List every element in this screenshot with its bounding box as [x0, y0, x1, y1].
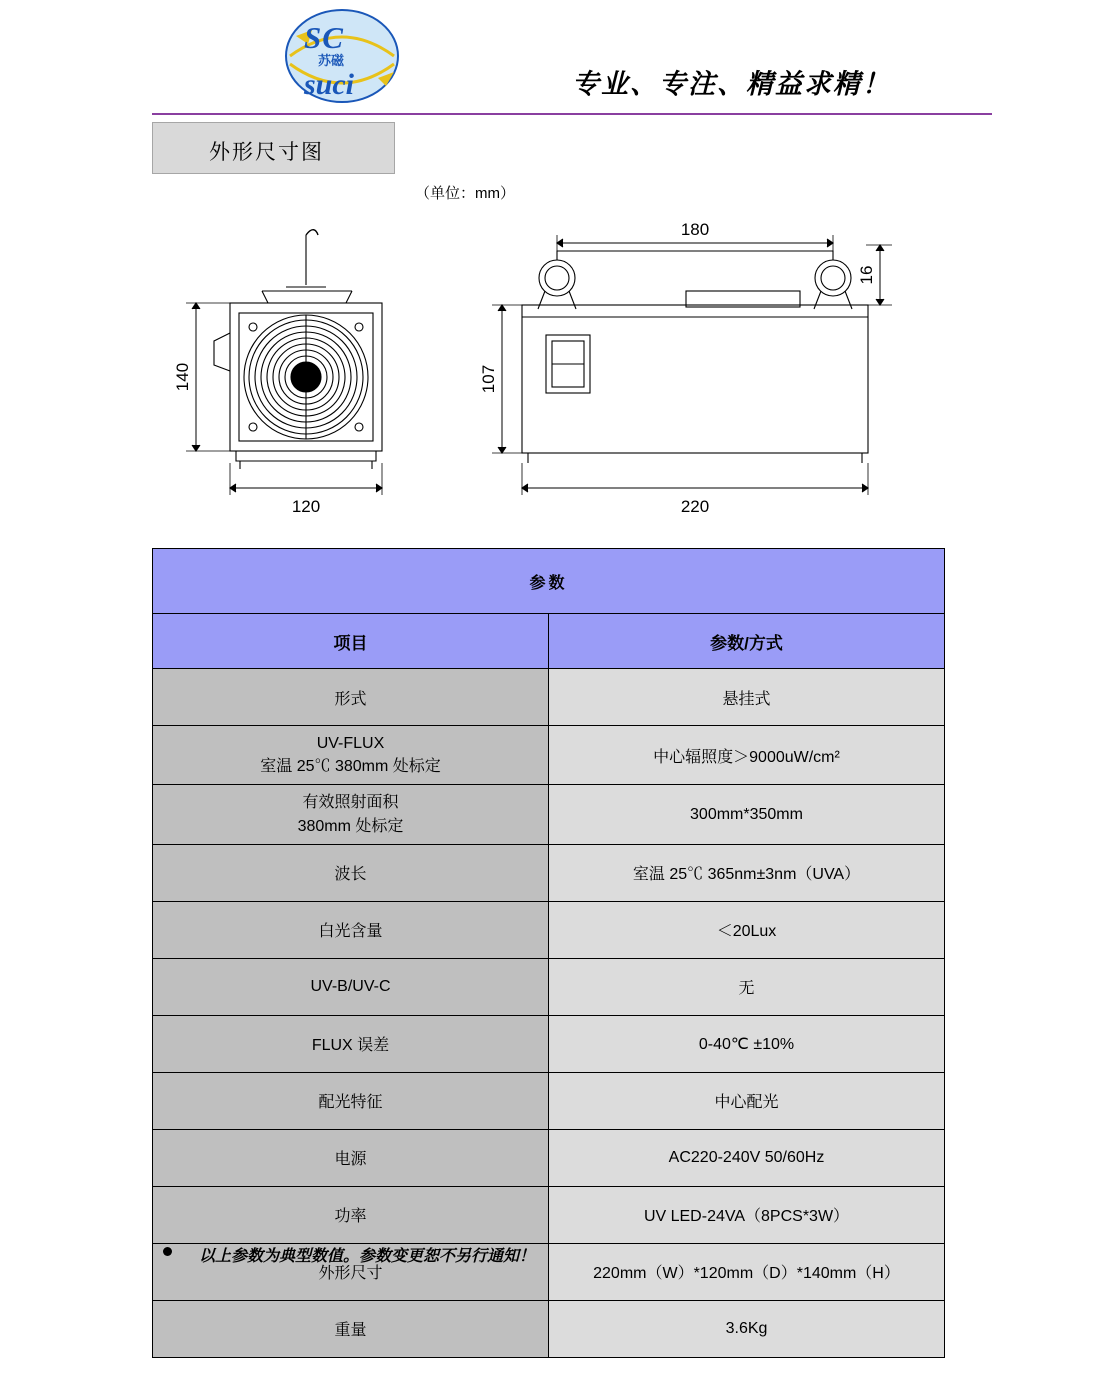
dim-label-140: 140 — [173, 362, 192, 392]
row-value-form: 悬挂式 — [549, 669, 945, 726]
row-item-weight: 重量 — [153, 1300, 549, 1357]
parameter-table — [152, 548, 945, 1358]
row-value-weight: 3.6Kg — [549, 1300, 945, 1357]
row-item-light-distribution: 配光特征 — [153, 1072, 549, 1129]
logo-initials: SC — [304, 20, 344, 55]
row-value-power: UV LED-24VA（8PCS*3W） — [549, 1186, 945, 1243]
row-item-form: 形式 — [153, 669, 549, 726]
table-row — [153, 844, 945, 901]
table-row — [153, 785, 945, 844]
row-item-uv-flux-line2: 室温 25℃ 380mm 处标定 — [260, 758, 441, 776]
row-item-irradiation-area-line2: 380mm 处标定 — [297, 817, 404, 835]
row-item-flux-error: FLUX 误差 — [153, 1015, 549, 1072]
dim-label-220: 220 — [680, 497, 710, 516]
row-value-power-supply: AC220-240V 50/60Hz — [549, 1129, 945, 1186]
header-divider — [152, 113, 992, 115]
row-value-white-light: ＜20Lux — [549, 901, 945, 958]
table-row — [153, 901, 945, 958]
dim-label-120: 120 — [291, 497, 321, 516]
unit-note: （单位：mm） — [415, 185, 515, 202]
table-row — [153, 1129, 945, 1186]
logo-chinese-name: 苏磁 — [318, 53, 345, 68]
table-row — [153, 1072, 945, 1129]
table-row — [153, 669, 945, 726]
dimension-drawing — [0, 205, 1097, 535]
header-slogan: 专业、专注、精益求精！ — [572, 69, 891, 100]
table-row — [153, 1186, 945, 1243]
row-value-uv-flux: 中心辐照度＞9000uW/cm² — [549, 726, 945, 785]
row-item-power-supply: 电源 — [153, 1129, 549, 1186]
table-row — [153, 726, 945, 785]
table-title: 参数 — [153, 549, 945, 614]
dim-label-180: 180 — [680, 220, 710, 239]
row-item-uvb-uvc: UV-B/UV-C — [153, 958, 549, 1015]
row-item-wavelength: 波长 — [153, 844, 549, 901]
table-row — [153, 1300, 945, 1357]
dim-label-107: 107 — [479, 364, 498, 394]
footnote-text: 以上参数为典型数值。参数变更恕不另行通知！ — [199, 1246, 536, 1265]
table-row — [153, 1015, 945, 1072]
section-title: 外形尺寸图 — [209, 141, 324, 164]
table-title-row — [153, 549, 945, 614]
column-header-value: 参数/方式 — [549, 614, 945, 669]
logo-wordmark: suci — [304, 68, 355, 101]
row-item-white-light: 白光含量 — [153, 901, 549, 958]
row-item-irradiation-area — [153, 785, 549, 844]
row-item-dimensions: 外形尺寸 — [153, 1243, 549, 1300]
bullet-icon — [163, 1247, 172, 1256]
row-value-dimensions: 220mm（W）*120mm（D）*140mm（H） — [549, 1243, 945, 1300]
row-value-wavelength: 室温 25℃ 365nm±3nm（UVA） — [549, 844, 945, 901]
row-item-power: 功率 — [153, 1186, 549, 1243]
table-header-row — [153, 614, 945, 669]
dim-label-16: 16 — [857, 265, 876, 285]
row-value-flux-error: 0-40℃ ±10% — [549, 1015, 945, 1072]
row-value-irradiation-area: 300mm*350mm — [549, 785, 945, 844]
page-header — [0, 0, 1097, 118]
dimension-drawing-svg — [0, 205, 1097, 535]
column-header-item: 项目 — [153, 614, 549, 669]
row-value-light-distribution: 中心配光 — [549, 1072, 945, 1129]
row-item-uv-flux-line1: UV-FLUX — [316, 735, 385, 752]
row-item-irradiation-area-line1: 有效照射面积 — [302, 794, 399, 812]
row-item-uv-flux — [153, 726, 549, 785]
section-title-box — [152, 122, 395, 174]
row-value-uvb-uvc: 无 — [549, 958, 945, 1015]
company-logo — [282, 6, 402, 111]
table-row — [153, 958, 945, 1015]
